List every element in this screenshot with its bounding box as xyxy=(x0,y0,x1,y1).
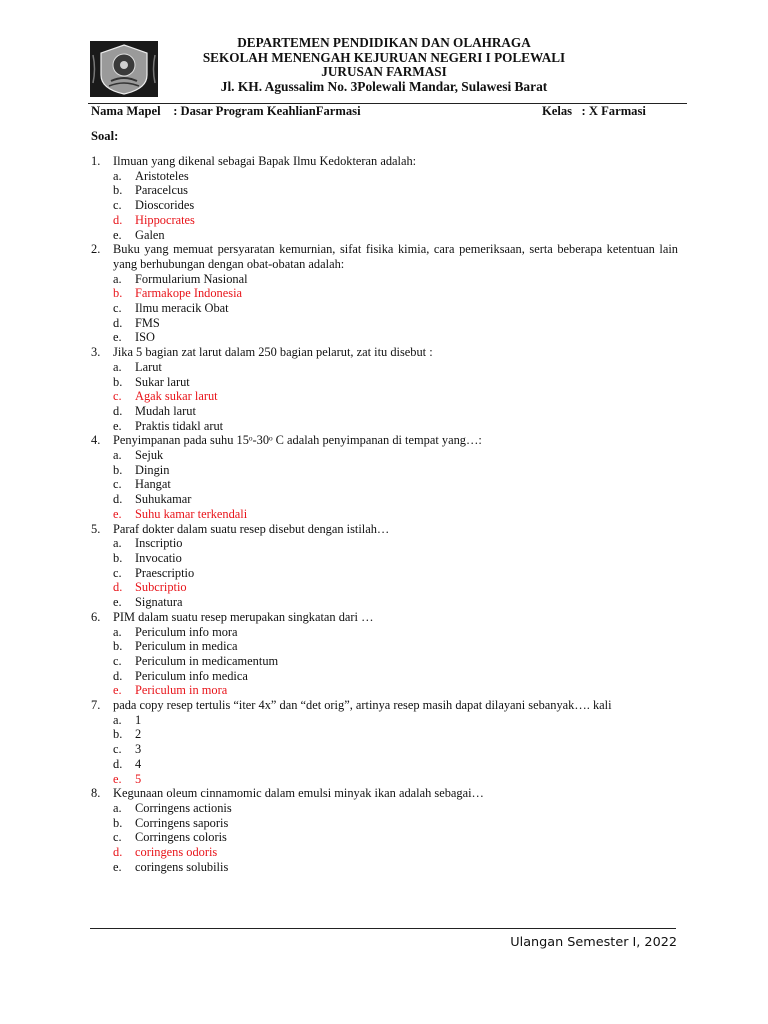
answer-option xyxy=(113,169,678,184)
answer-option xyxy=(113,228,678,243)
question-number: 4. xyxy=(91,433,101,448)
question-number: 2. xyxy=(91,242,101,257)
answer-option xyxy=(113,639,678,654)
option-text: Sukar larut xyxy=(135,374,190,389)
question-text: Buku yang memuat persyaratan kemurnian, sifat fisika kimia, cara pemeriksaan, serta beberapa ketentuan lain yang berhubungan dengan obat-obatan adalah: xyxy=(113,242,678,271)
question-list xyxy=(91,154,678,874)
option-letter: c. xyxy=(113,477,122,492)
option-letter: e. xyxy=(113,683,122,698)
answer-option xyxy=(113,316,678,331)
option-letter: a. xyxy=(113,800,122,815)
option-letter: e. xyxy=(113,859,122,874)
option-letter: c. xyxy=(113,742,122,757)
question-text: Jika 5 bagian zat larut dalam 250 bagian pelarut, zat itu disebut : xyxy=(113,345,433,360)
option-text: coringens solubilis xyxy=(135,859,229,874)
option-text: ISO xyxy=(135,330,155,345)
option-text: Paracelcus xyxy=(135,183,188,198)
question-number: 7. xyxy=(91,698,101,713)
department-name: JURUSAN FARMASI xyxy=(321,64,447,80)
option-text: Dingin xyxy=(135,462,170,477)
answer-option-correct xyxy=(113,286,678,301)
option-text: Invocatio xyxy=(135,550,182,565)
answer-option xyxy=(113,330,678,345)
option-text: Mudah larut xyxy=(135,403,196,418)
option-text: Larut xyxy=(135,359,162,374)
option-letter: b. xyxy=(113,815,123,830)
option-text: Periculum in mora xyxy=(135,683,228,698)
option-text: 2 xyxy=(135,727,142,742)
option-text: Hippocrates xyxy=(135,212,195,227)
option-letter: b. xyxy=(113,374,123,389)
option-text: Dioscorides xyxy=(135,198,195,213)
option-letter: d. xyxy=(113,212,123,227)
option-text: 4 xyxy=(135,756,142,771)
question-number: 6. xyxy=(91,609,101,624)
option-text: 3 xyxy=(135,742,142,757)
footer-text: Ulangan Semester I, 2022 xyxy=(510,935,677,950)
option-letter: e. xyxy=(113,506,122,521)
option-letter: b. xyxy=(113,462,123,477)
answer-option xyxy=(113,198,678,213)
option-letter: b. xyxy=(113,286,123,301)
option-text: Praktis tidakl arut xyxy=(135,418,224,433)
option-letter: c. xyxy=(113,565,122,580)
option-text: Inscriptio xyxy=(135,536,183,551)
footer-divider xyxy=(90,928,676,929)
class-label: Kelas : X Farmasi xyxy=(542,104,646,118)
answer-option xyxy=(113,360,678,375)
option-text: Formularium Nasional xyxy=(135,271,248,286)
answer-option-correct xyxy=(113,389,678,404)
option-letter: e. xyxy=(113,227,122,242)
option-text: Suhukamar xyxy=(135,492,192,507)
answer-option-correct xyxy=(113,772,678,787)
question-text: Kegunaan oleum cinnamomic dalam emulsi minyak ikan adalah sebagai… xyxy=(113,786,484,801)
option-text: Subcriptio xyxy=(135,580,187,595)
subject-label: Nama Mapel : Dasar Program KeahlianFarmasi xyxy=(91,104,361,118)
question-number: 5. xyxy=(91,521,101,536)
question-item xyxy=(91,433,678,521)
option-text: Hangat xyxy=(135,477,171,492)
option-text: Periculum info medica xyxy=(135,668,248,683)
answer-option-correct xyxy=(113,507,678,522)
answer-option xyxy=(113,404,678,419)
option-letter: e. xyxy=(113,771,122,786)
option-text: Corringens actionis xyxy=(135,800,232,815)
option-list xyxy=(113,272,678,346)
option-text: Galen xyxy=(135,227,165,242)
answer-option xyxy=(113,375,678,390)
option-letter: d. xyxy=(113,403,123,418)
option-letter: a. xyxy=(113,624,122,639)
answer-option xyxy=(113,830,678,845)
option-text: coringens odoris xyxy=(135,845,218,860)
answer-option xyxy=(113,669,678,684)
answer-option-correct xyxy=(113,580,678,595)
school-emblem-icon xyxy=(90,41,158,97)
letterhead xyxy=(160,36,608,94)
answer-option xyxy=(113,492,678,507)
question-item xyxy=(91,698,678,786)
option-text: Agak sukar larut xyxy=(135,389,218,404)
answer-option xyxy=(113,757,678,772)
question-number: 3. xyxy=(91,345,101,360)
option-text: Ilmu meracik Obat xyxy=(135,301,229,316)
option-letter: b. xyxy=(113,550,123,565)
question-item xyxy=(91,610,678,698)
option-text: 5 xyxy=(135,771,142,786)
option-letter: e. xyxy=(113,418,122,433)
option-letter: c. xyxy=(113,830,122,845)
option-letter: c. xyxy=(113,653,122,668)
option-letter: a. xyxy=(113,271,122,286)
option-letter: c. xyxy=(113,198,122,213)
option-text: Praescriptio xyxy=(135,565,195,580)
answer-option-correct xyxy=(113,683,678,698)
option-text: Signatura xyxy=(135,595,183,610)
question-item xyxy=(91,786,678,874)
question-text: Ilmuan yang dikenal sebagai Bapak Ilmu Kedokteran adalah: xyxy=(113,154,417,168)
option-letter: a. xyxy=(113,712,122,727)
question-number: 1. xyxy=(91,154,101,168)
option-list xyxy=(113,536,678,610)
question-number: 8. xyxy=(91,786,101,801)
answer-option xyxy=(113,595,678,610)
option-letter: e. xyxy=(113,330,122,345)
question-text: PIM dalam suatu resep merupakan singkatan dari … xyxy=(113,609,374,624)
option-letter: e. xyxy=(113,595,122,610)
option-text: Farmakope Indonesia xyxy=(135,286,243,301)
option-list xyxy=(113,625,678,699)
question-item xyxy=(91,345,678,433)
school-name: SEKOLAH MENENGAH KEJURUAN NEGERI I POLEWALI xyxy=(202,49,566,65)
option-list xyxy=(113,360,678,434)
option-letter: a. xyxy=(113,168,122,183)
option-letter: d. xyxy=(113,668,123,683)
option-letter: c. xyxy=(113,389,122,404)
answer-option xyxy=(113,860,678,875)
answer-option xyxy=(113,654,678,669)
option-letter: d. xyxy=(113,315,123,330)
answer-option xyxy=(113,713,678,728)
answer-option-correct xyxy=(113,213,678,228)
option-letter: d. xyxy=(113,756,123,771)
answer-option xyxy=(113,742,678,757)
answer-option xyxy=(113,536,678,551)
answer-option-correct xyxy=(113,845,678,860)
option-letter: c. xyxy=(113,301,122,316)
option-letter: b. xyxy=(113,727,123,742)
option-list xyxy=(113,713,678,787)
question-text: pada copy resep tertulis “iter 4x” dan “det orig”, artinya resep masih dapat dilayani sebanyak…. kali xyxy=(113,698,612,713)
answer-option xyxy=(113,816,678,831)
school-address: Jl. KH. Agussalim No. 3Polewali Mandar, Sulawesi Barat xyxy=(220,78,548,94)
answer-option xyxy=(113,477,678,492)
option-text: Corringens coloris xyxy=(135,830,227,845)
answer-option xyxy=(113,566,678,581)
question-item xyxy=(91,522,678,610)
answer-option xyxy=(113,801,678,816)
questions-heading: Soal: xyxy=(91,129,119,143)
answer-option xyxy=(113,419,678,434)
ministry-name: DEPARTEMEN PENDIDIKAN DAN OLAHRAGA xyxy=(237,35,531,50)
question-text: Paraf dokter dalam suatu resep disebut dengan istilah… xyxy=(113,521,390,536)
option-list xyxy=(113,448,678,522)
option-text: Suhu kamar terkendali xyxy=(135,506,248,521)
option-letter: d. xyxy=(113,580,123,595)
option-text: Sejuk xyxy=(135,448,164,463)
answer-option xyxy=(113,183,678,198)
answer-option xyxy=(113,448,678,463)
option-text: Periculum in medicamentum xyxy=(135,653,279,668)
question-text: Penyimpanan pada suhu 15ᵒ-30ᵒ C adalah penyimpanan di tempat yang…: xyxy=(113,433,482,448)
question-item xyxy=(91,154,678,242)
answer-option xyxy=(113,625,678,640)
option-text: Periculum info mora xyxy=(135,624,238,639)
option-text: Corringens saporis xyxy=(135,815,229,830)
option-text: Aristoteles xyxy=(135,168,189,183)
option-list xyxy=(113,169,678,243)
option-letter: a. xyxy=(113,359,122,374)
answer-option xyxy=(113,463,678,478)
option-letter: a. xyxy=(113,536,122,551)
option-letter: d. xyxy=(113,492,123,507)
option-letter: b. xyxy=(113,639,123,654)
answer-option xyxy=(113,301,678,316)
question-item xyxy=(91,242,678,345)
answer-option xyxy=(113,551,678,566)
option-text: FMS xyxy=(135,315,160,330)
option-list xyxy=(113,801,678,875)
option-letter: a. xyxy=(113,448,122,463)
option-letter: b. xyxy=(113,183,123,198)
option-text: Periculum in medica xyxy=(135,639,238,654)
option-text: 1 xyxy=(135,712,142,727)
answer-option xyxy=(113,727,678,742)
option-letter: d. xyxy=(113,845,123,860)
answer-option xyxy=(113,272,678,287)
